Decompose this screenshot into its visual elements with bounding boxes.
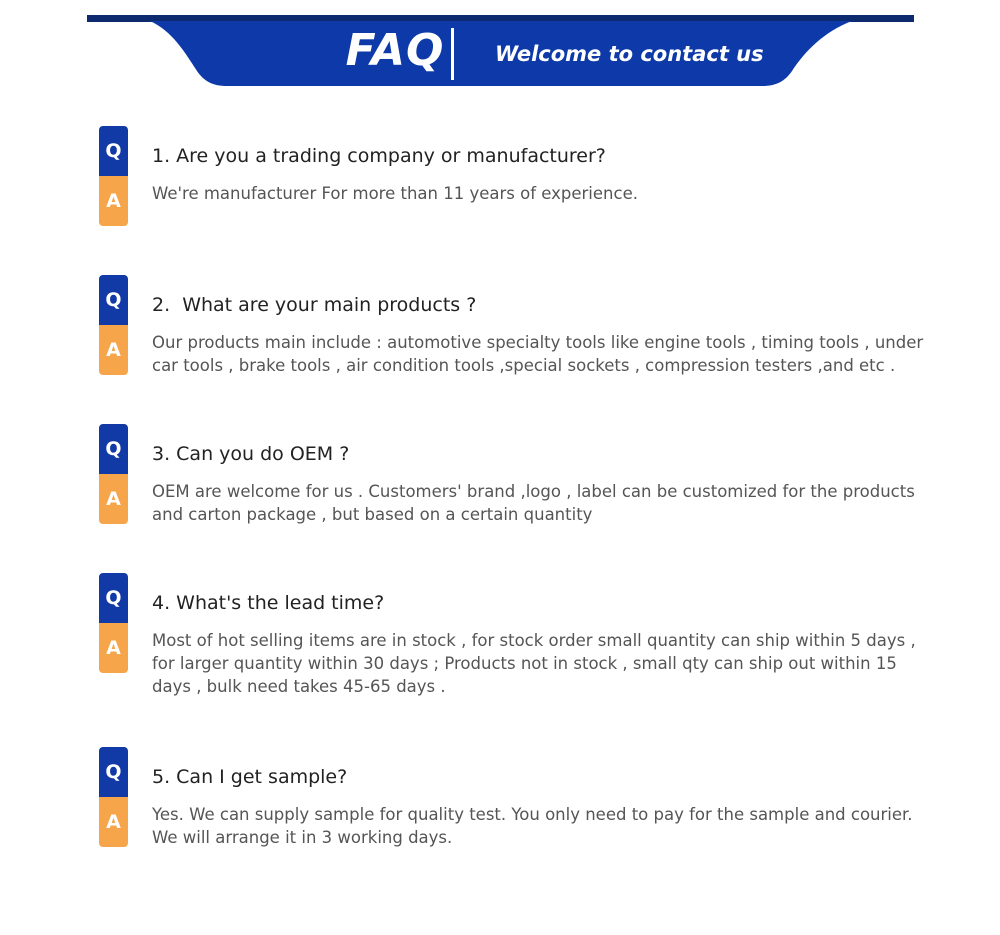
faq-answer: Yes. We can supply sample for quality test. You only need to pay for the sample and courier. We will arrange it in 3 working days. <box>152 805 913 847</box>
faq-banner <box>87 21 914 87</box>
answer-badge: A <box>99 623 128 673</box>
answer-badge: A <box>99 474 128 524</box>
question-badge: Q <box>99 747 128 797</box>
answer-badge: A <box>99 797 128 847</box>
faq-answer: Our products main include : automotive specialty tools like engine tools , timing tools , under car tools , brake tools , air condition tools ,special sockets , compression testers ,and etc . <box>152 333 924 375</box>
answer-badge: A <box>99 325 128 375</box>
question-badge: Q <box>99 126 128 176</box>
faq-question: 1. Are you a trading company or manufacturer? <box>152 145 606 167</box>
banner-title: FAQ <box>345 25 445 76</box>
faq-answer: We're manufacturer For more than 11 years of experience. <box>152 184 638 203</box>
faq-question: 4. What's the lead time? <box>152 592 385 614</box>
faq-question: 2. What are your main products ? <box>152 294 477 316</box>
question-badge: Q <box>99 573 128 623</box>
faq-question: 3. Can you do OEM ? <box>152 443 350 465</box>
question-badge: Q <box>99 275 128 325</box>
banner-divider <box>451 28 454 80</box>
answer-badge: A <box>99 176 128 226</box>
faq-answer: Most of hot selling items are in stock , for stock order small quantity can ship within 5 days , for larger quantity within 30 days ; Products not in stock , small qty can ship out within 15 days , bulk need takes 45-65 days . <box>152 631 916 696</box>
faq-answer: OEM are welcome for us . Customers' brand ,logo , label can be customized for the products and carton package , but based on a certain quantity <box>152 482 915 524</box>
faq-question: 5. Can I get sample? <box>152 766 348 788</box>
banner-subtitle: Welcome to contact us <box>495 42 764 66</box>
question-badge: Q <box>99 424 128 474</box>
